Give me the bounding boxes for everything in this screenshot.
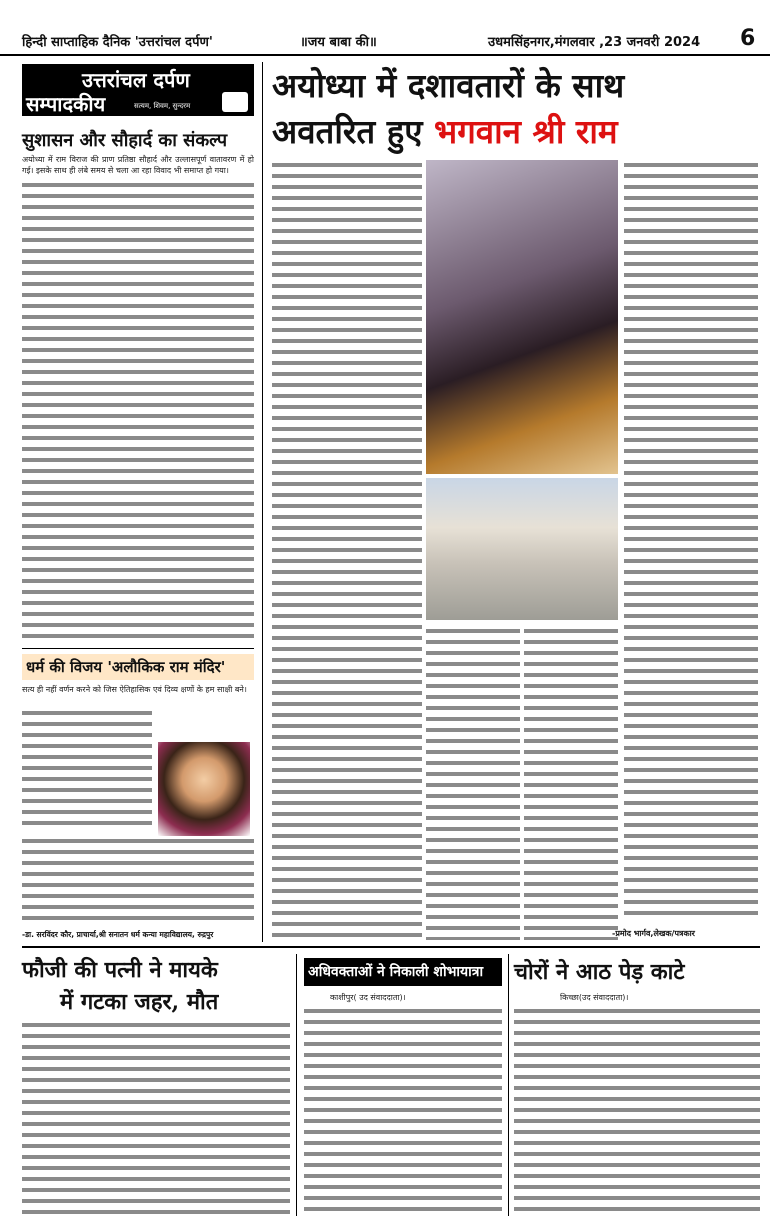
editorial-body bbox=[22, 180, 254, 642]
tagline: सत्यम, शिवम, सुन्दरम bbox=[134, 102, 191, 110]
section-title: सम्पादकीय bbox=[26, 92, 106, 116]
page-header bbox=[0, 0, 770, 56]
divider bbox=[22, 648, 254, 649]
main-headline-line1: अयोध्या में दशावतारों के साथ bbox=[272, 66, 625, 105]
story2-body bbox=[304, 1006, 502, 1216]
paper-name: हिन्दी साप्ताहिक दैनिक 'उत्तरांचल दर्पण' bbox=[22, 35, 213, 50]
article2-body-lower bbox=[22, 836, 254, 926]
pen-icon bbox=[222, 92, 248, 112]
main-byline: -प्रमोद भार्गव,लेखक/पत्रकार bbox=[612, 929, 695, 938]
ram-idol-photo bbox=[426, 160, 618, 474]
temple-photo bbox=[426, 478, 618, 620]
bottom-divider bbox=[22, 946, 760, 948]
story-rule-2 bbox=[508, 954, 509, 1216]
headline-part-a: अवतरित हुए bbox=[272, 112, 423, 151]
masthead-title: उत्तरांचल दर्पण bbox=[82, 68, 190, 92]
editorial-masthead bbox=[22, 64, 254, 116]
motto: ॥जय बाबा की॥ bbox=[300, 35, 377, 50]
story1-headline-line2: में गटका जहर, मौत bbox=[60, 989, 219, 1015]
place-date: उधमसिंहनगर,मंगलवार ,23 जनवरी 2024 bbox=[488, 35, 701, 50]
column-rule bbox=[262, 62, 263, 942]
main-column-4 bbox=[624, 160, 758, 920]
story2-dateline: काशीपुर( उद संवाददाता)। bbox=[330, 993, 406, 1002]
story1-body bbox=[22, 1020, 290, 1216]
editorial-lead: अयोध्या में राम विराज की प्राण प्रतिष्ठा सौहार्द और उल्लासपूर्ण वातावरण में हो गई। इसके साथ ही लंबे समय से चला आ रहा विवाद भी समाप्त हो गया। bbox=[22, 155, 254, 176]
page-number: 6 bbox=[740, 26, 756, 51]
story2-headline: अधिवक्ताओं ने निकाली शोभायात्रा bbox=[308, 964, 484, 980]
main-column-2 bbox=[426, 626, 520, 940]
article2-lead: सत्य ही नहीं वर्णन करने को जिस ऐतिहासिक एवं दिव्य क्षणों के हम साक्षी बने। bbox=[22, 685, 247, 694]
story1-headline-line1: फौजी की पत्नी ने मायके bbox=[22, 957, 218, 983]
story3-dateline: किच्छा(उद संवाददाता)। bbox=[560, 993, 629, 1002]
article2-body bbox=[22, 708, 152, 832]
story3-headline: चोरों ने आठ पेड़ काटे bbox=[514, 959, 685, 985]
author-portrait bbox=[158, 742, 250, 836]
editorial-headline: सुशासन और सौहार्द का संकल्प bbox=[22, 130, 228, 151]
main-column-1 bbox=[272, 160, 422, 940]
main-column-3 bbox=[524, 626, 618, 940]
story3-body bbox=[514, 1006, 760, 1216]
main-headline-line2 bbox=[272, 108, 618, 153]
story-rule-1 bbox=[296, 954, 297, 1216]
article2-author: -डा. सरविंदर कौर, प्राचार्या,श्री सनातन धर्म कन्या महाविद्यालय, रुद्रपुर bbox=[22, 930, 214, 939]
article2-headline: धर्म की विजय 'अलौकिक राम मंदिर' bbox=[26, 658, 226, 676]
headline-part-b: भगवान श्री राम bbox=[434, 112, 618, 151]
